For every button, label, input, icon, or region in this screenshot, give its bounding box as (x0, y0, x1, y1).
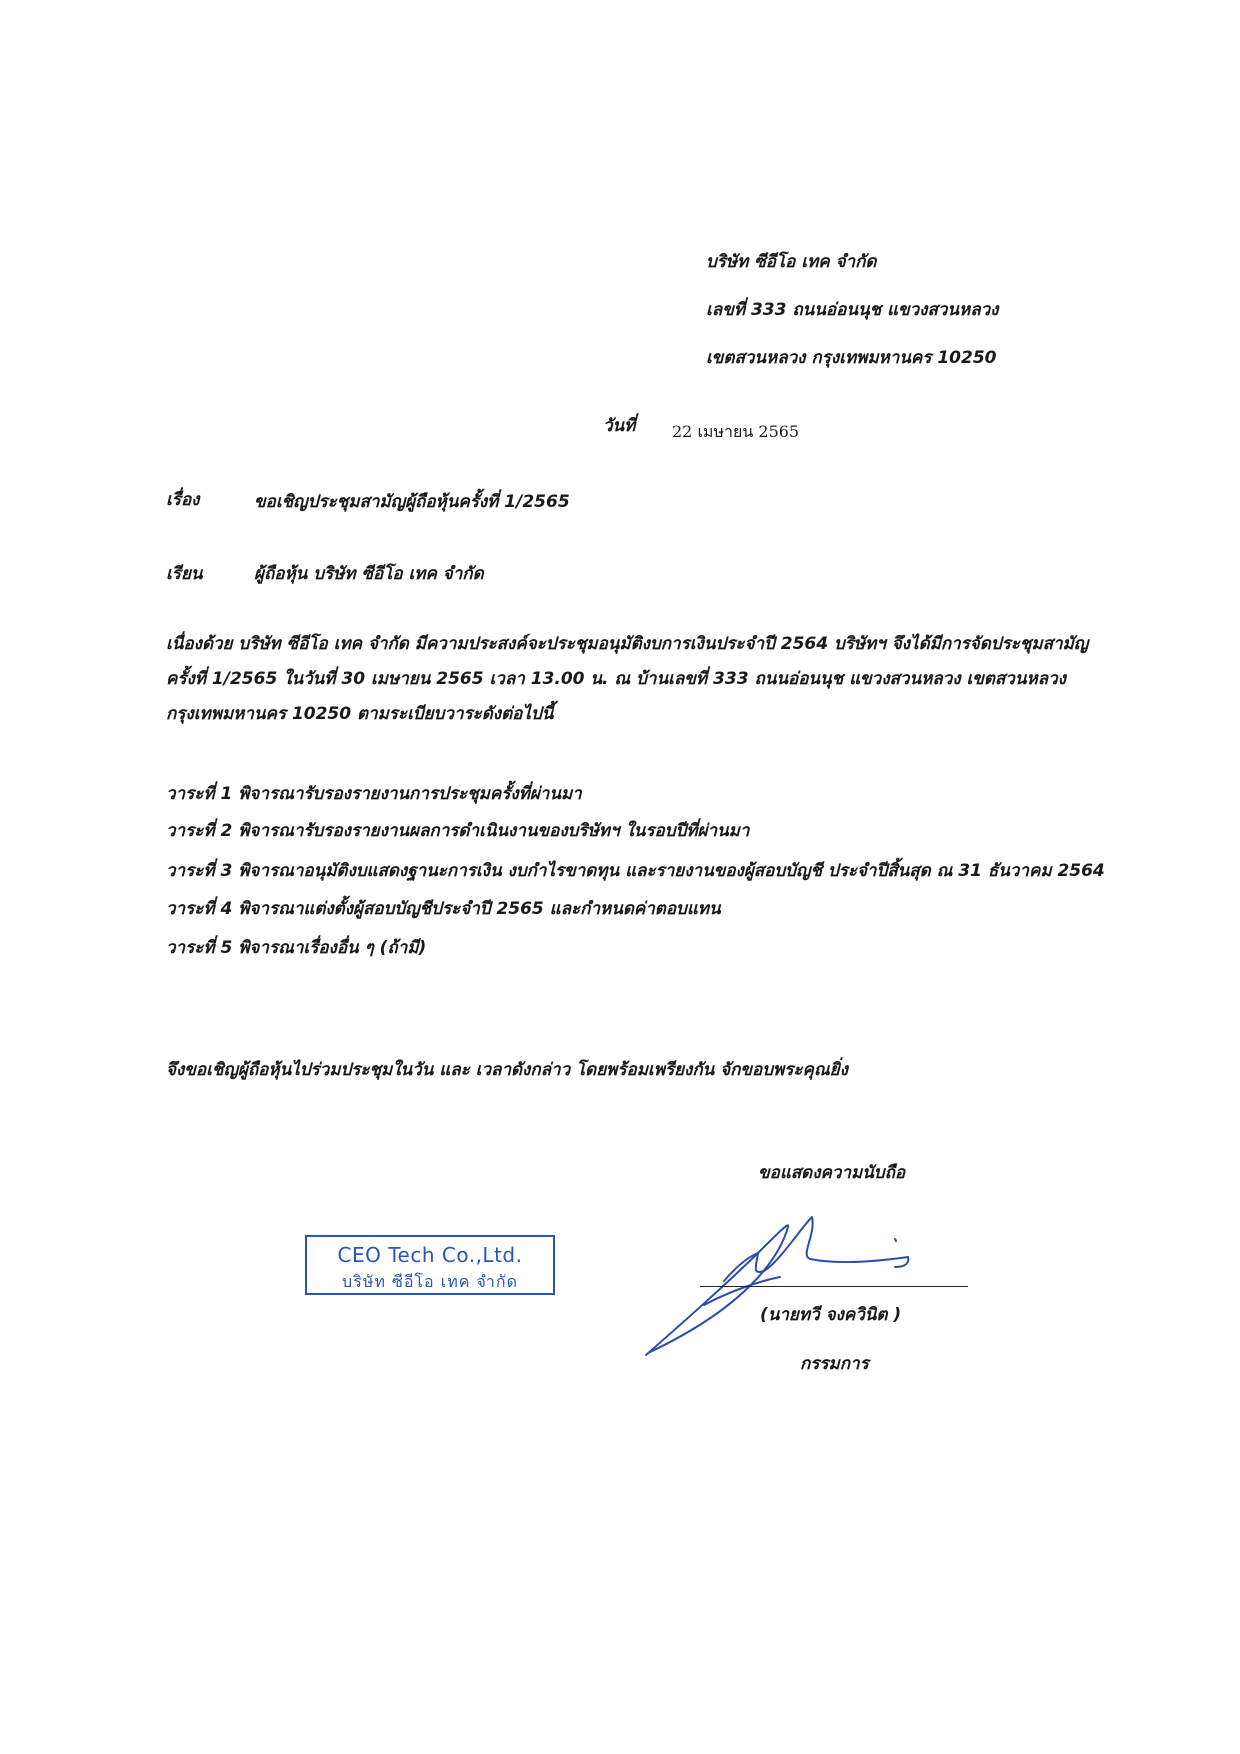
date-label: วันที่ (603, 416, 636, 436)
closing-sentence: จึงขอเชิญผู้ถือหุ้นไปร่วมประชุมในวัน และ เวลาดังกล่าว โดยพร้อมเพรียงกัน จักขอบพระคุณยิ่ง (166, 1060, 848, 1080)
date-value: 22 เมษายน 2565 (672, 422, 800, 441)
recipient-text: ผู้ถือหุ้น บริษัท ซีอีโอ เทค จำกัด (254, 564, 484, 584)
sender-address-line1: เลขที่ 333 ถนนอ่อนนุช แขวงสวนหลวง (706, 300, 999, 320)
signature-line (700, 1286, 968, 1287)
company-stamp (305, 1235, 555, 1295)
sender-address-line2: เขตสวนหลวง กรุงเทพมหานคร 10250 (706, 348, 997, 368)
body-line: กรุงเทพมหานคร 10250 ตามระเบียบวาระดังต่อไปนี้ (166, 704, 554, 724)
body-paragraph (166, 627, 1146, 732)
signatory-name: (นายทวี จงควินิต ) (760, 1305, 902, 1325)
stamp-english-name: CEO Tech Co.,Ltd. (337, 1243, 523, 1267)
subject-text: ขอเชิญประชุมสามัญผู้ถือหุ้นครั้งที่ 1/2565 (254, 492, 570, 512)
stamp-thai-name: บริษัท ซีอีโอ เทค จำกัด (342, 1272, 518, 1291)
agenda-item-1: วาระที่ 1 พิจารณารับรองรายงานการประชุมครั้งที่ผ่านมา (166, 784, 582, 804)
regards-text: ขอแสดงความนับถือ (758, 1163, 906, 1183)
agenda-item-3: วาระที่ 3 พิจารณาอนุมัติงบแสดงฐานะการเงิน งบกำไรขาดทุน และรายงานของผู้สอบบัญชี ประจำปีสิ้นสุด ณ 31 ธันวาคม 2564 (166, 861, 1105, 881)
agenda-item-2: วาระที่ 2 พิจารณารับรองรายงานผลการดำเนินงานของบริษัทฯ ในรอบปีที่ผ่านมา (166, 821, 750, 841)
body-line: เนื่องด้วย บริษัท ซีอีโอ เทค จำกัด มีความประสงค์จะประชุมอนุมัติงบการเงินประจำปี 2564 บริษัทฯ จึงได้มีการจัดประชุมสามัญ (166, 634, 1089, 654)
signatory-position: กรรมการ (800, 1354, 869, 1374)
handwritten-signature (640, 1195, 960, 1365)
recipient-label: เรียน (166, 564, 203, 584)
agenda-item-4: วาระที่ 4 พิจารณาแต่งตั้งผู้สอบบัญชีประจำปี 2565 และกำหนดค่าตอบแทน (166, 899, 721, 919)
subject-label: เรื่อง (166, 490, 200, 510)
body-line: ครั้งที่ 1/2565 ในวันที่ 30 เมษายน 2565 เวลา 13.00 น. ณ บ้านเลขที่ 333 ถนนอ่อนนุช แขวงสวนหลวง เขตสวนหลวง (166, 669, 1066, 689)
sender-company: บริษัท ซีอีโอ เทค จำกัด (706, 252, 877, 272)
agenda-item-5: วาระที่ 5 พิจารณาเรื่องอื่น ๆ (ถ้ามี) (166, 938, 427, 958)
